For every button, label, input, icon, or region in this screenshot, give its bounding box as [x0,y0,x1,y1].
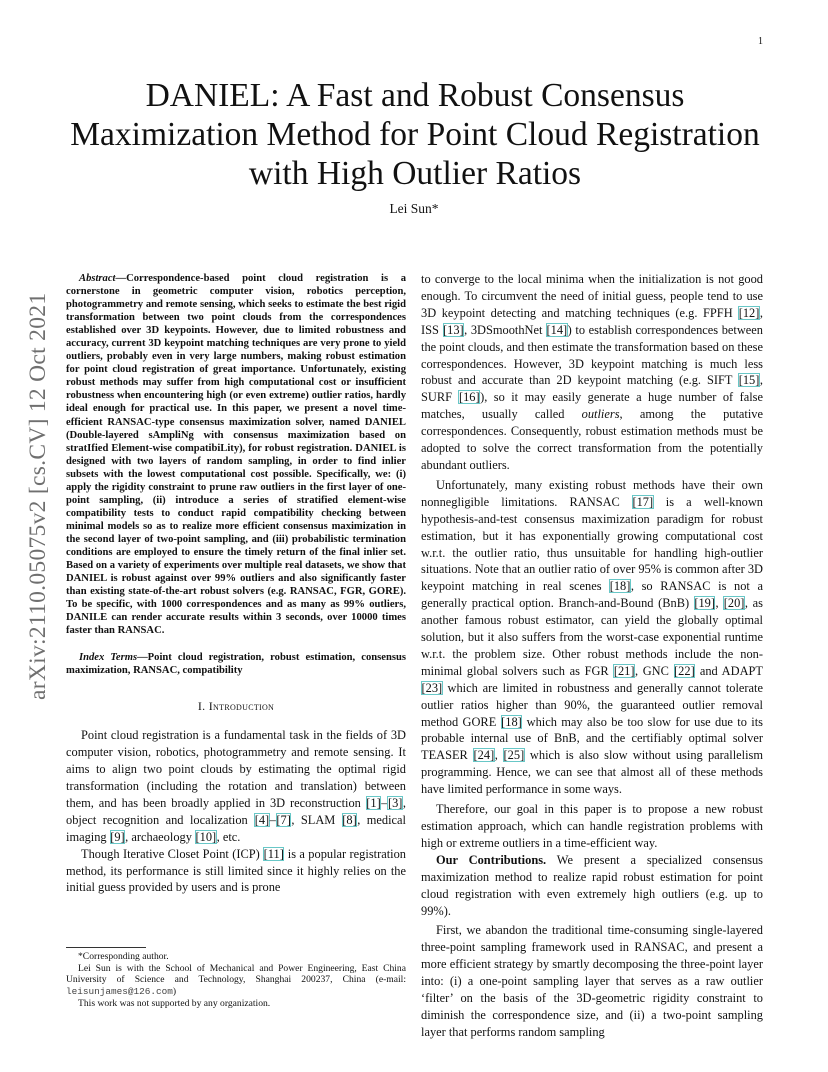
citation-link[interactable]: [24] [473,748,495,763]
citation-link[interactable]: [7] [276,812,291,827]
citation-link[interactable]: [18] [609,579,631,594]
intro-paragraph-3: Unfortunately, many existing robust methods have their own nonnegligible limitations. RANSAC [17] is a well-known hypothesis-and-test consensus maximization paradigm for robust estimation, but it has exponentially growing computational cost w.r.t. the outlier ratio, thus unsuitable for handling high-outlier situations. Note that an outlier ratio of over 95% is common after 3D keypoint matching in real scenes [18], so RANSAC is not a generally practical option. Branch-and-Bound (BnB) [19], [20], as another famous robust estimator, can yield the globally optimal solution, but it also suffers from the worst-case exponential runtime w.r.t. the problem size. Other robust methods include the non-minimal global solvers such as FGR [21], GNC [22] and ADAPT [23] which are limited in robustness and generally cannot tolerate outlier ratios higher than 90%, the guaranteed outlier removal method GORE [18] which may also be too slow for use due to its probable internal use of BnB, and the certifiably optimal solver TEASER [24], [25] which is also slow without using parallelism programming. Hence, we can see that almost all of these methods have limited performance in some ways. [421,477,764,797]
citation-link[interactable]: [4] [254,812,270,827]
emphasis-outliers: outliers [581,407,620,422]
footnotes [66,951,406,1010]
footnote-corresponding: *Corresponding author. [78,951,169,962]
intro-paragraph-4: Therefore, our goal in this paper is to propose a new robust estimation approach, which can handle registration problems with high or extreme outliers in a time-efficient way. [421,802,763,850]
section-title: Introduction [208,699,275,714]
index-terms [66,651,406,677]
section-numeral: I. [197,699,209,714]
citation-link[interactable]: [14] [546,322,568,337]
footnote-affiliation: Lei Sun is with the School of Mechanical and Power Engineering, East China University of Science and Technology, Shanghai 200237, China (e-mail: leisunjames@126.com) [66,962,406,998]
citation-link[interactable]: [13] [443,322,464,337]
abstract-text: —Correspondence-based point cloud registration is a cornerstone in geometric computer vision, robotics perception, photogrammetry and remote sensing, which seeks to estimate the best rigid transformation between two point clouds from the correspondences established over 3D keypoints. However, due to limited robustness and accuracy, current 3D keypoint matching techniques are very prone to yield outliers, probably even in very large numbers, making robust estimation for point cloud registration of great importance. Unfortunately, existing robust methods may suffer from high computational cost or insufficient robustness when encountering high (or even extreme) outlier ratios, hardly ideal enough for practical use. In this paper, we present a novel time-efficient RANSAC-type consensus maximization solver, named DANIEL (Double-layered sAmpliNg with consensus maximization based on stratIfied Element-wise compatibiLity), for robust registration. DANIEL is designed with two layers of random sampling, in order to find inlier subsets with the lowest computational cost possible. Specifically, we: (i) apply the rigidity constraint to prune raw outliers in the first layer of one-point sampling, (ii) introduce a series of stratified element-wise compatibility tests to conduct rapid compatibility checking between minimal models so as to realize more efficient consensus maximization in the second layer of two-point sampling, and (iii) probabilistic termination conditions are employed to ensure the timely return of the final inlier set. Based on a variety of experiments over multiple real datasets, we show that DANIEL is robust against over 99% outliers and also significantly faster than existing state-of-the-art robust solvers (e.g. RANSAC, FGR, GORE). To be specific, with 1000 correspondences and as many as 99% outliers, DANILE can render accurate results within 3 seconds, over 10000 times faster than RANSAC. [66,273,406,637]
citation-link[interactable]: [21] [613,663,635,678]
footnote-divider [66,947,146,948]
footnote-support: This work was not supported by any organization. [78,997,271,1009]
citation-link[interactable]: [22] [674,663,695,678]
page-number: 1 [758,36,763,47]
title-line-1: DANIEL: A Fast and Robust Consensus [145,77,685,114]
abstract-label: Abstract [79,273,116,284]
intro-paragraph-2: Though Iterative Closet Point (ICP) [11] is a popular registration method, its performance is still limited since it highly relies on the initial guess provided by users and is prone [66,846,406,895]
contributions-paragraph: Our Contributions. We present a specialized consensus maximization method to realize rapid robust estimation for point cloud registration with even extremely high outliers (e.g. up to 99%). [421,852,763,918]
paper-title [60,76,770,193]
right-column [421,271,763,1041]
author-name: Lei Sun* [389,201,439,216]
intro-paragraph-1: Point cloud registration is a fundamental task in the fields of 3D computer vision, robotics, photogrammetry and remote sensing. It aims to align two point clouds by estimating the optimal rigid transformation (including the rotation and translation) between them, and has been broadly applied in 3D reconstruction [1]–[3], object recognition and localization [4]–[7], SLAM [8], medical imaging [9], archaeology [10], etc. [66,728,406,844]
abstract [66,272,406,637]
contributions-first: First, we abandon the traditional time-consuming single-layered three-point sampling framework used in RANSAC, and present a more efficient strategy by smartly decomposing the three-point layer into: (i) a one-point sampling layer that serves as a raw outlier ‘filter’ on the basis of the 3D-geometric rigidity constraint to diminish the correspondence size, and (ii) a two-point sampling layer that performs random sampling [421,923,763,1039]
citation-link[interactable]: [9] [110,829,125,844]
citation-link[interactable]: [15] [738,373,760,388]
citation-link[interactable]: [3] [387,795,403,810]
citation-link[interactable]: [1] [366,795,381,810]
title-line-2: Maximization Method for Point Cloud Registration [70,116,760,153]
citation-link[interactable]: [10] [195,829,217,844]
citation-link[interactable]: [19] [694,596,715,611]
citation-link[interactable]: [20] [723,596,745,611]
citation-link[interactable]: [25] [503,748,525,763]
left-column [66,272,406,896]
citation-link[interactable]: [8] [342,812,357,827]
citation-link[interactable]: [12] [738,305,760,320]
author-email[interactable]: leisunjames@126.com [66,986,173,998]
contributions-label: Our Contributions. [436,852,547,867]
intro-paragraph-2-continued: to converge to the local minima when the initialization is not good enough. To circumvent the need of initial guess, people tend to use 3D keypoint detecting and matching techniques (e.g. FPFH [12], ISS [13], 3DSmoothNet [14]) to establish correspondences between the point clouds, and then estimate the transformation based on these correspondences. However, 3D keypoint matching is much less robust and accurate than 2D keypoint matching (e.g. SIFT [15], SURF [16]), so it may easily generate a huge number of false matches, usually called outliers, among the putative correspondences. Consequently, robust estimation methods must be adopted to solve the correct transformation from the potentially abundant outliers. [421,272,764,472]
section-heading-introduction [66,699,406,714]
citation-link[interactable]: [18] [501,714,522,729]
citation-link[interactable]: [23] [421,680,443,695]
index-terms-label: Index Terms [79,652,138,664]
citation-link[interactable]: [17] [632,494,654,509]
citation-link[interactable]: [11] [263,846,284,861]
arxiv-identifier: arXiv:2110.05075v2 [cs.CV] 12 Oct 2021 [25,292,51,700]
title-line-3: with High Outlier Ratios [248,155,582,192]
index-terms-text: —Point cloud registration, robust estimation, consensus maximization, RANSAC, compatibility [66,652,406,677]
citation-link[interactable]: [16] [458,390,480,405]
